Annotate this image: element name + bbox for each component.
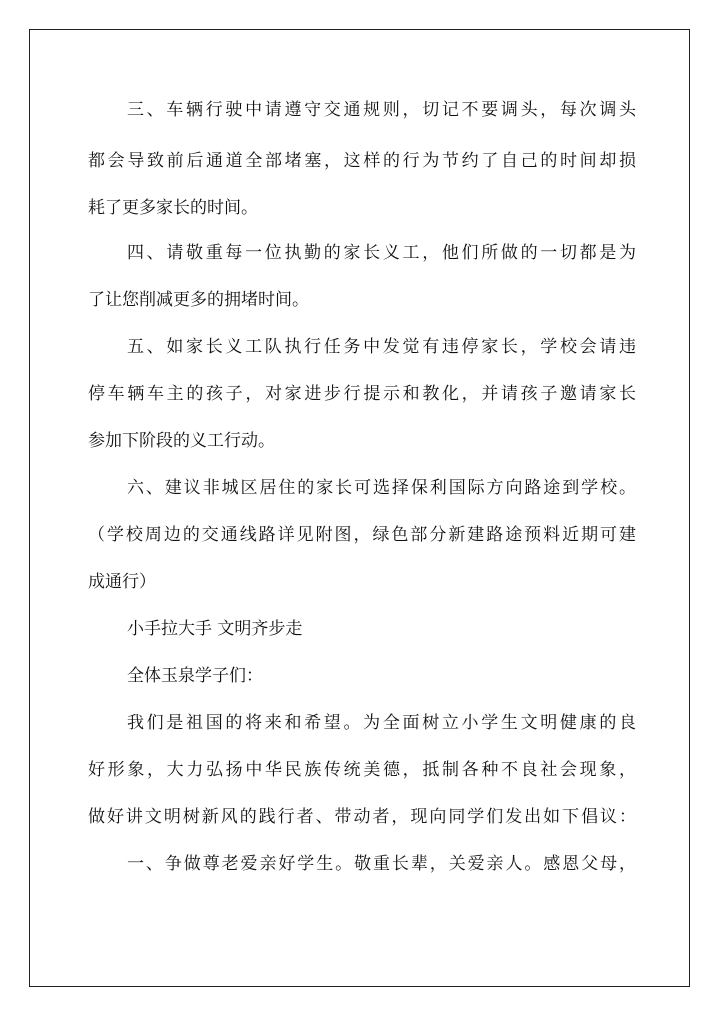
text-line: 三、车辆行驶中请遵守交通规则，切记不要调头，每次调头 (127, 100, 636, 120)
text-line: 成通行） (88, 572, 156, 592)
text-line: 都会导致前后通道全部堵塞，这样的行为节约了自己的时间却损 (88, 151, 636, 171)
text-line: （学校周边的交通线路详见附图，绿色部分新建路途预料近期可建 (88, 525, 636, 545)
text-line: 耗了更多家长的时间。 (88, 198, 258, 218)
text-line: 六、建议非城区居住的家长可选择保利国际方向路途到学校。 (127, 478, 636, 498)
section-heading: 小手拉大手 文明齐步走 (127, 619, 303, 639)
text-line: 参加下阶段的义工行动。 (88, 431, 275, 451)
text-line: 五、如家长义工队执行任务中发觉有违停家长，学校会请违 (127, 337, 636, 357)
text-line: 了让您削减更多的拥堵时间。 (88, 290, 309, 310)
salutation: 全体玉泉学子们： (127, 666, 263, 686)
text-line: 四、请敬重每一位执勤的家长义工，他们所做的一切都是为 (127, 243, 636, 263)
text-line: 做好讲文明树新风的践行者、带动者，现向同学们发出如下倡议： (88, 807, 636, 827)
text-line: 好形象，大力弘扬中华民族传统美德，抵制各种不良社会现象， (88, 760, 636, 780)
text-line: 停车辆车主的孩子，对家进步行提示和教化，并请孩子邀请家长 (88, 384, 636, 404)
text-line: 我们是祖国的将来和希望。为全面树立小学生文明健康的良 (127, 713, 636, 733)
text-line: 一、争做尊老爱亲好学生。敬重长辈，关爱亲人。感恩父母， (127, 854, 636, 874)
